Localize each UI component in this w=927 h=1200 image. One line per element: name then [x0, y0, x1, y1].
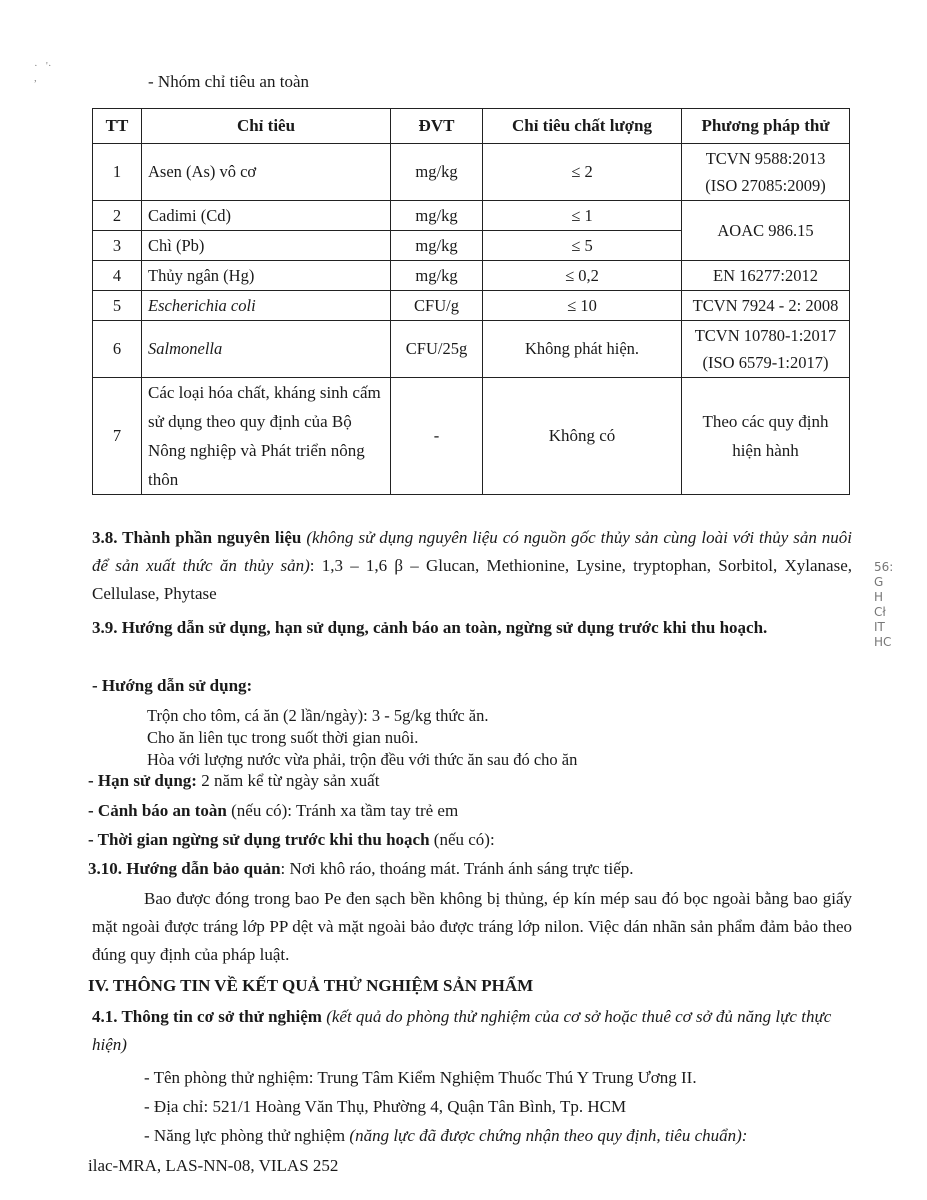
table-row [93, 291, 850, 321]
table-row [93, 201, 850, 231]
table-row [93, 144, 850, 201]
lab-name: - Tên phòng thử nghiệm: Trung Tâm Kiểm Nghiệm Thuốc Thú Y Trung Ương II. [144, 1068, 697, 1087]
criteria-unit: CFU/25g [391, 321, 483, 378]
lab-capacity-value: ilac-MRA, LAS-NN-08, VILAS 252 [88, 1156, 339, 1175]
criteria-limit: ≤ 5 [483, 231, 682, 261]
section-3-8-body: : 1,3 – 1,6 β – Glucan, Methionine, Lysine, tryptophan, Sorbitol, Xylanase, Cellulase, Phytase [92, 556, 852, 603]
section-4-1-note: (kết quả do phòng thử nghiệm của cơ sở hoặc thuê cơ sở đủ năng lực thực hiện) [92, 1007, 832, 1054]
table-row [93, 321, 850, 378]
section-3-8 [92, 524, 852, 608]
criteria-name: Salmonella [142, 321, 391, 378]
lab-capacity-label: - Năng lực phòng thử nghiệm [144, 1126, 350, 1145]
row-number: 4 [93, 261, 142, 291]
table-row [93, 378, 850, 495]
criteria-unit: mg/kg [391, 261, 483, 291]
section-3-10-heading: 3.10. Hướng dẫn bảo quản [88, 859, 281, 878]
usage-line: Cho ăn liên tục trong suốt thời gian nuôi. [147, 728, 419, 747]
section-4-1-heading: 4.1. Thông tin cơ sở thử nghiệm [92, 1007, 322, 1026]
test-method [682, 378, 850, 495]
warning-line [88, 801, 458, 821]
withdrawal-value: (nếu có): [429, 830, 495, 849]
expiry-value: 2 năm kể từ ngày sản xuất [196, 771, 380, 790]
lab-capacity [144, 1126, 747, 1146]
table-row [93, 261, 850, 291]
section-3-9-heading: 3.9. Hướng dẫn sử dụng, hạn sử dụng, cảnh báo an toàn, ngừng sử dụng trước khi thu hoạch. [92, 618, 768, 637]
withdrawal-label: - Thời gian ngừng sử dụng trước khi thu hoạch [88, 830, 430, 849]
expiry-label: - Hạn sử dụng: [88, 771, 197, 790]
scan-specks: · '· , [34, 60, 52, 84]
section-4-1 [92, 1003, 852, 1059]
withdrawal-line [88, 830, 495, 850]
criteria-limit: ≤ 0,2 [483, 261, 682, 291]
test-method: AOAC 986.15 [682, 201, 850, 261]
row-number: 1 [93, 144, 142, 201]
criteria-name: Thủy ngân (Hg) [142, 261, 391, 291]
section-3-10-value: : Nơi khô ráo, thoáng mát. Tránh ánh sáng trực tiếp. [280, 859, 634, 878]
usage-line: Trộn cho tôm, cá ăn (2 lần/ngày): 3 - 5g/kg thức ăn. [147, 706, 489, 725]
test-method: EN 16277:2012 [682, 261, 850, 291]
row-number: 7 [93, 378, 142, 495]
row-number: 6 [93, 321, 142, 378]
section-iv-heading: IV. THÔNG TIN VỀ KẾT QUẢ THỬ NGHIỆM SẢN PHẨM [88, 976, 534, 995]
usage-line: Hòa với lượng nước vừa phải, trộn đều với thức ăn sau đó cho ăn [147, 750, 578, 769]
test-method-line: Theo các quy định [702, 412, 829, 431]
criteria-unit: mg/kg [391, 231, 483, 261]
lab-capacity-note: (năng lực đã được chứng nhận theo quy định, tiêu chuẩn): [349, 1126, 748, 1145]
criteria-limit: Không có [483, 378, 682, 495]
criteria-limit: ≤ 1 [483, 201, 682, 231]
criteria-name: Cadimi (Cd) [142, 201, 391, 231]
row-number: 2 [93, 201, 142, 231]
header-tt: TT [93, 109, 142, 144]
test-method-line: hiện hành [732, 441, 799, 460]
storage-packaging-paragraph: Bao được đóng trong bao Pe đen sạch bền không bị thủng, ép kín mép sau đó bọc ngoài bằng bao giấy mặt ngoài được tráng lớp PP dệt và mặt ngoài bảo được tráng lớp nilon. Việc dán nhãn sản phẩm đảm bảo theo đúng quy định của pháp luật. [92, 889, 852, 964]
criteria-name: Escherichia coli [142, 291, 391, 321]
header-unit: ĐVT [391, 109, 483, 144]
criteria-name: Asen (As) vô cơ [142, 144, 391, 201]
test-method-line: TCVN 9588:2013 [705, 149, 826, 168]
warning-value: (nếu có): Tránh xa tầm tay trẻ em [226, 801, 459, 820]
row-number: 5 [93, 291, 142, 321]
criteria-name: Các loại hóa chất, kháng sinh cấm sử dụng theo quy định của Bộ Nông nghiệp và Phát triển nông thôn [142, 378, 391, 495]
section-3-10 [88, 859, 634, 879]
criteria-limit: ≤ 10 [483, 291, 682, 321]
test-method: TCVN 7924 - 2: 2008 [682, 291, 850, 321]
criteria-unit: mg/kg [391, 201, 483, 231]
header-quality: Chỉ tiêu chất lượng [483, 109, 682, 144]
test-method [682, 144, 850, 201]
table-header-row [93, 109, 850, 144]
margin-stamp-fragment: 56: G H Cł IT HC [874, 560, 894, 649]
test-method-line: (ISO 6579-1:2017) [702, 353, 829, 372]
expiry-line [88, 771, 379, 791]
criteria-unit: mg/kg [391, 144, 483, 201]
safety-group-heading: - Nhóm chỉ tiêu an toàn [148, 72, 309, 91]
lab-address: - Địa chỉ: 521/1 Hoàng Văn Thụ, Phường 4, Quận Tân Bình, Tp. HCM [144, 1097, 627, 1116]
criteria-unit: - [391, 378, 483, 495]
warning-label: - Cảnh báo an toàn [88, 801, 227, 820]
row-number: 3 [93, 231, 142, 261]
section-3-8-note: (không sử dụng nguyên liệu có nguồn gốc thủy sản cùng loài với thủy sản nuôi để sản xuất thức ăn thủy sản) [92, 528, 853, 575]
test-method-line: TCVN 10780-1:2017 [694, 326, 837, 345]
test-method-line: (ISO 27085:2009) [705, 176, 826, 195]
usage-label: - Hướng dẫn sử dụng: [92, 676, 253, 695]
criteria-name: Chì (Pb) [142, 231, 391, 261]
criteria-limit: ≤ 2 [483, 144, 682, 201]
header-method: Phương pháp thử [682, 109, 850, 144]
section-3-8-heading: 3.8. Thành phần nguyên liệu [92, 528, 302, 547]
safety-criteria-table [92, 108, 850, 495]
test-method [682, 321, 850, 378]
criteria-limit: Không phát hiện. [483, 321, 682, 378]
header-criteria: Chỉ tiêu [142, 109, 391, 144]
criteria-unit: CFU/g [391, 291, 483, 321]
